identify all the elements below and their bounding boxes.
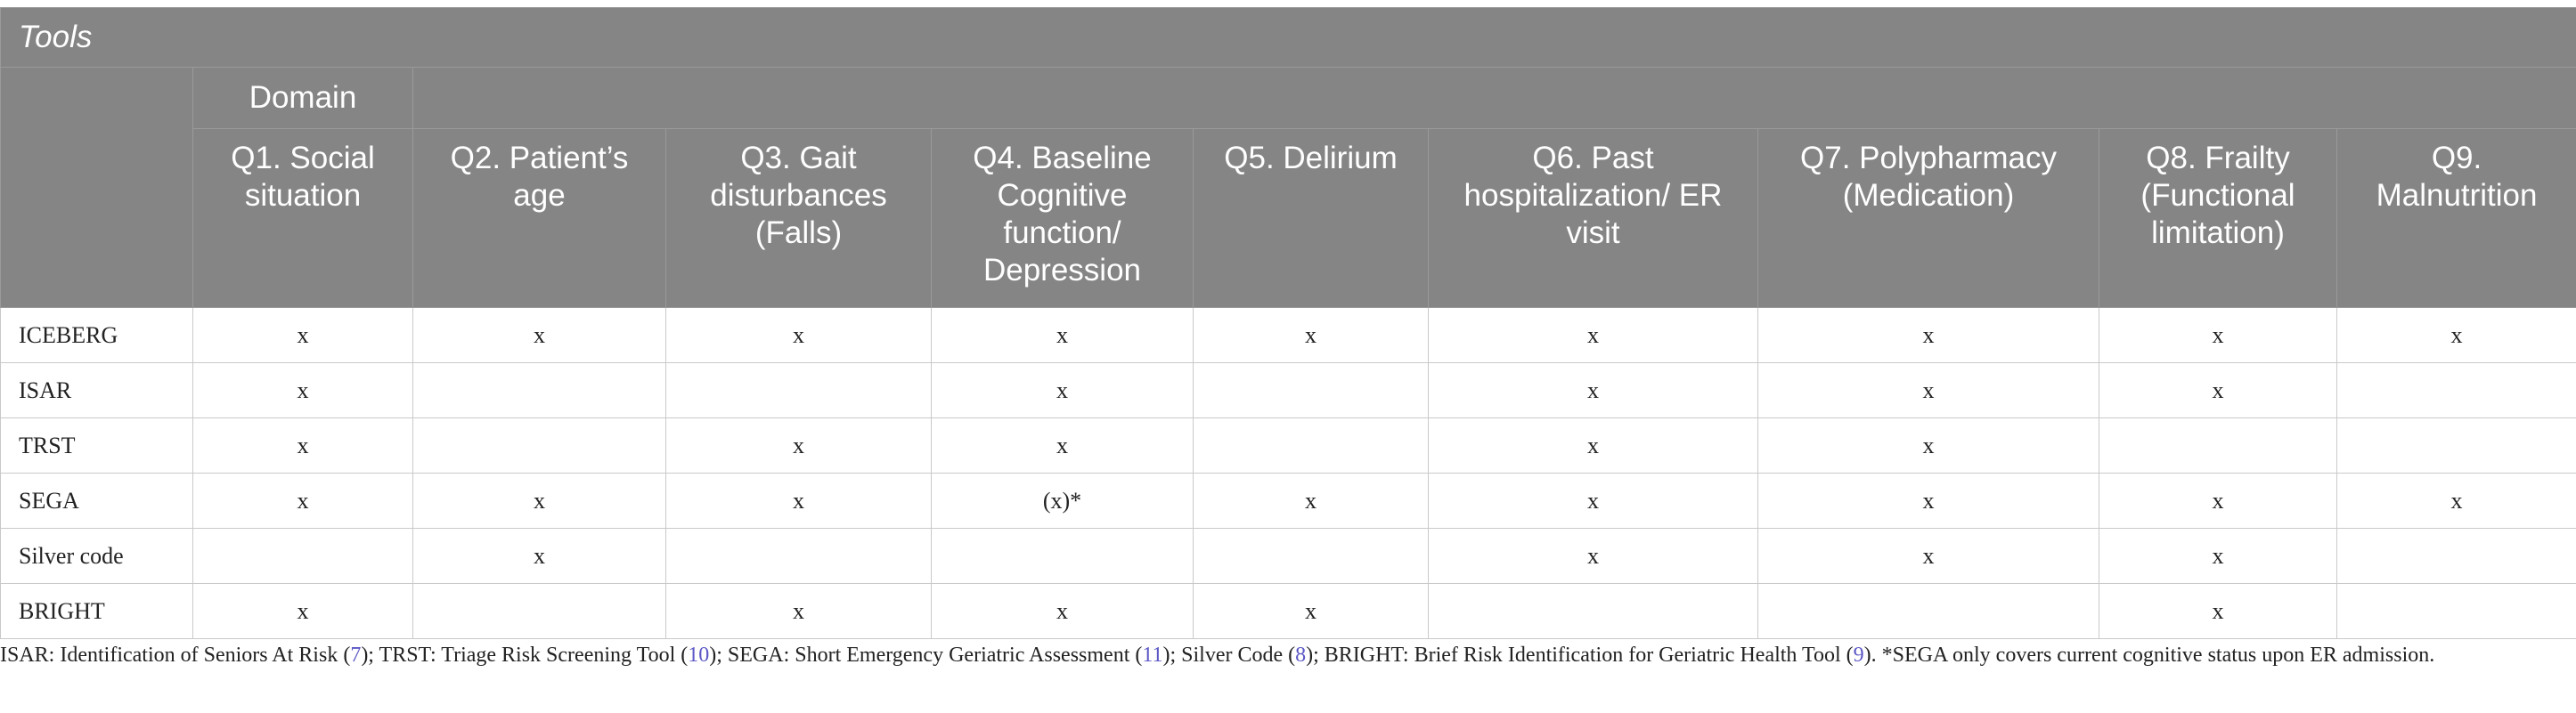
table-cell: x xyxy=(1429,418,1758,474)
column-header-q3: Q3. Gait disturbances (Falls) xyxy=(666,129,932,308)
table-cell xyxy=(1758,584,2099,639)
table-cell: x xyxy=(1758,418,2099,474)
table-cell xyxy=(1194,363,1429,418)
table-cell: x xyxy=(2099,529,2337,584)
table-cell xyxy=(666,363,932,418)
table-cell: x xyxy=(1194,308,1429,363)
column-header-q5: Q5. Delirium xyxy=(1194,129,1429,308)
reference-link[interactable]: 11 xyxy=(1142,644,1163,667)
tool-name: BRIGHT xyxy=(1,584,193,639)
table-cell: x xyxy=(413,529,666,584)
table-row xyxy=(1,308,2576,363)
table-row xyxy=(1,529,2576,584)
table-cell xyxy=(413,363,666,418)
table-row xyxy=(1,418,2576,474)
table-cell: x xyxy=(193,363,413,418)
tool-name: ISAR xyxy=(1,363,193,418)
tool-name: TRST xyxy=(1,418,193,474)
table-cell: x xyxy=(413,308,666,363)
table-cell xyxy=(2099,418,2337,474)
table-cell xyxy=(666,529,932,584)
column-header-q9: Q9. Malnutrition xyxy=(2337,129,2576,308)
table-cell xyxy=(1429,584,1758,639)
table-footnote: ISAR: Identification of Seniors At Risk (7); TRST: Triage Risk Screening Tool (10); SEGA: Short Emergency Geriatric Assessment (11); Silver Code (8); BRIGHT: Brief Risk Identification for Geriatric Health Tool (9). *SEGA only covers current cognitive status upon ER admission. xyxy=(0,644,2435,667)
table-title: Tools xyxy=(1,8,2576,68)
table-cell: x xyxy=(193,308,413,363)
table-cell: (x)* xyxy=(932,474,1194,529)
table-cell: x xyxy=(932,363,1194,418)
domain-header: Domain xyxy=(193,68,413,129)
table-cell: x xyxy=(1758,474,2099,529)
tool-name: ICEBERG xyxy=(1,308,193,363)
reference-link[interactable]: 10 xyxy=(688,644,710,667)
table-cell: x xyxy=(666,418,932,474)
reference-link[interactable]: 8 xyxy=(1295,644,1307,667)
table-cell xyxy=(932,529,1194,584)
column-header-q4: Q4. Baseline Cognitive function/ Depression xyxy=(932,129,1194,308)
table-cell: x xyxy=(2099,363,2337,418)
reference-link[interactable]: 9 xyxy=(1853,644,1864,667)
table-cell: x xyxy=(2099,308,2337,363)
table-cell: x xyxy=(1429,474,1758,529)
table-cell xyxy=(2337,363,2576,418)
table-cell xyxy=(413,584,666,639)
table-cell: x xyxy=(2099,584,2337,639)
table-cell: x xyxy=(932,418,1194,474)
table-cell xyxy=(2337,584,2576,639)
column-header-q7: Q7. Polypharmacy (Medication) xyxy=(1758,129,2099,308)
table-cell xyxy=(193,529,413,584)
tool-name: Silver code xyxy=(1,529,193,584)
domain-header-filler xyxy=(413,68,2576,129)
table-cell: x xyxy=(2099,474,2337,529)
table-cell: x xyxy=(1429,308,1758,363)
table-cell: x xyxy=(1194,584,1429,639)
reference-link[interactable]: 7 xyxy=(350,644,362,667)
table-row xyxy=(1,584,2576,639)
table-cell: x xyxy=(193,584,413,639)
tools-table xyxy=(0,7,2576,639)
header-corner xyxy=(1,68,193,308)
table-cell: x xyxy=(413,474,666,529)
column-header-q1: Q1. Social situation xyxy=(193,129,413,308)
table-cell: x xyxy=(666,308,932,363)
table-cell: x xyxy=(193,474,413,529)
table-cell: x xyxy=(2337,308,2576,363)
table-cell: x xyxy=(1429,529,1758,584)
table-cell xyxy=(2337,418,2576,474)
table-cell: x xyxy=(1758,308,2099,363)
table-cell: x xyxy=(666,584,932,639)
table-cell xyxy=(413,418,666,474)
table-cell: x xyxy=(1758,529,2099,584)
table-cell: x xyxy=(932,584,1194,639)
tool-name: SEGA xyxy=(1,474,193,529)
table-cell: x xyxy=(2337,474,2576,529)
table-row xyxy=(1,474,2576,529)
column-header-q8: Q8. Frailty (Functional limitation) xyxy=(2099,129,2337,308)
table-cell xyxy=(2337,529,2576,584)
table-cell: x xyxy=(932,308,1194,363)
table-cell: x xyxy=(1194,474,1429,529)
table-cell: x xyxy=(1758,363,2099,418)
column-header-q2: Q2. Patient’s age xyxy=(413,129,666,308)
table-cell: x xyxy=(1429,363,1758,418)
table-cell: x xyxy=(666,474,932,529)
table-cell xyxy=(1194,529,1429,584)
table-cell: x xyxy=(193,418,413,474)
table-row xyxy=(1,363,2576,418)
table-cell xyxy=(1194,418,1429,474)
column-header-q6: Q6. Past hospitalization/ ER visit xyxy=(1429,129,1758,308)
